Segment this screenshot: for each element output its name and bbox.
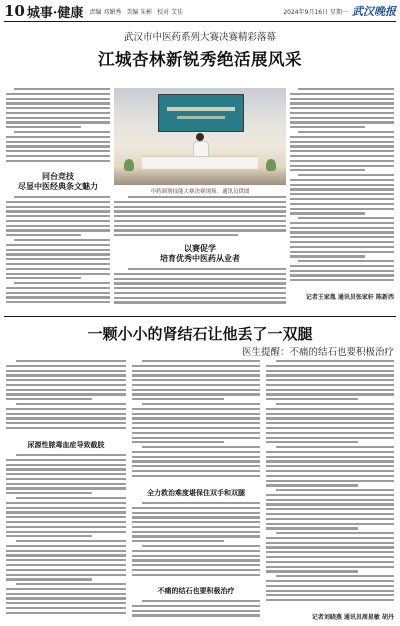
text-line [290,198,394,200]
text-line [6,268,110,270]
text-line [6,483,126,485]
text-line [6,258,110,260]
text-line [6,206,110,208]
text-line [290,160,394,162]
text-line [290,203,394,205]
text-line [266,503,394,505]
text-line [16,583,126,585]
text-line [6,102,110,104]
story2-headline: 一颗小小的肾结石让他丢了一双腿 [87,325,313,343]
text-line [132,535,260,537]
text-line [266,427,394,429]
text-line [266,417,394,419]
text-line [266,451,394,453]
text-line [266,475,394,477]
text-line [276,360,394,362]
text-line [276,403,394,405]
text-line [128,196,286,198]
text-line [6,422,126,424]
text-line [266,590,394,592]
section-title: 城事·健康 [26,5,84,21]
text-line [290,150,394,152]
text-line [266,484,358,486]
story2-subhead-2: 全力救治难度堪保住双手和双腿 [147,489,245,497]
text-line [132,531,260,533]
text-line [16,454,126,456]
text-line [114,210,286,212]
text-line [6,478,126,480]
text-line [132,475,260,477]
text-line [266,551,394,553]
proofreader-credit: 校对 艾佳 [157,8,184,16]
text-line [298,217,394,219]
text-line [132,521,260,523]
text-line [266,561,394,563]
text-line [114,278,286,280]
text-line [132,516,260,518]
text-line [6,201,110,203]
text-line [6,136,110,138]
text-line [132,460,260,462]
text-line [290,222,394,224]
text-line [276,489,394,491]
text-line [266,480,394,482]
text-line [132,507,260,509]
text-line [266,518,394,520]
text-line [266,523,394,525]
text-line [14,88,110,90]
text-line [6,229,110,231]
story2-subhead-3: 不痛的结石也要积极治疗 [157,587,235,595]
text-line [6,292,110,294]
text-line [6,393,126,395]
text-line [6,155,110,157]
text-line [114,220,286,222]
text-line [6,365,126,367]
text-line [290,165,394,167]
text-line [132,610,260,612]
text-line [266,527,358,529]
text-line [142,446,260,448]
story2-text-col2-bottom [132,600,260,620]
text-line [132,555,260,557]
text-line [6,273,110,275]
designer-credit: 美编 朱彬 [126,8,153,16]
story2-text-col1-top [6,360,126,436]
story1-byline: 记者王家胤 通讯员张家轩 陈新西 [305,294,394,301]
story2-subhead-1: 尿源性脓毒血症导致截肢 [27,441,105,449]
text-line [132,564,260,566]
text-line [6,535,92,537]
text-line [6,516,126,518]
text-line [114,282,286,284]
text-line [14,196,110,198]
text-line [6,98,110,100]
story2-text-col3 [266,360,394,608]
text-line [6,574,126,576]
text-line [266,585,394,587]
text-line [132,441,224,443]
text-line [132,374,260,376]
text-line [290,145,394,147]
text-line [6,526,126,528]
text-line [6,277,81,279]
text-line [290,184,394,186]
text-line [290,241,394,243]
text-line [276,532,394,534]
text-line [266,460,394,462]
text-line [114,229,286,231]
text-line [6,210,110,212]
text-line [6,220,110,222]
story1-text-col2-bottom [114,268,286,308]
text-line [6,374,126,376]
text-line [6,588,126,590]
text-line [132,365,260,367]
story1-text-col3 [290,88,394,286]
text-line [290,227,394,229]
text-line [6,417,126,419]
text-line [132,526,260,528]
text-line [132,413,260,415]
text-line [266,580,394,582]
text-line [298,260,394,262]
text-line [6,301,110,303]
text-line [290,136,394,138]
text-line [6,531,126,533]
text-line [6,253,110,255]
text-line [266,494,394,496]
text-line [6,487,126,489]
issue-date: 2024年9月16日 星期一 [283,8,348,16]
text-line [16,540,126,542]
page-number: 10 [4,2,25,20]
text-line [142,600,260,602]
text-line [266,456,394,458]
story1-text-col1-top [6,88,110,168]
text-line [114,301,286,303]
text-line [266,413,394,415]
text-line [266,379,394,381]
text-line [114,297,286,299]
text-line [6,511,126,513]
text-line [142,403,260,405]
text-line [132,379,260,381]
text-line [290,126,365,128]
text-line [266,499,394,501]
text-line [290,112,394,114]
story1-subhead-1-text: 同台竞技 尽显中医经典条文魅力 [18,172,98,191]
newspaper-name: 武汉晚报 [352,5,396,18]
contest-photo [114,88,286,185]
text-line [6,117,110,119]
text-line [6,408,126,410]
text-line [6,145,110,147]
text-line [6,225,110,227]
text-line [16,497,126,499]
text-line [114,206,286,208]
text-line [290,141,394,143]
text-line [6,597,126,599]
text-line [266,393,394,395]
text-line [6,578,92,580]
text-line [6,287,110,289]
text-line [114,292,286,294]
text-line [132,408,260,410]
text-line [266,465,394,467]
text-line [266,441,358,443]
text-line [266,374,394,376]
text-line [6,107,110,109]
text-line [290,121,394,123]
text-line [6,612,126,614]
text-line [290,251,394,253]
text-line [290,208,394,210]
text-line [114,234,238,236]
story1-text-col2-top [114,196,286,240]
text-line [290,236,394,238]
text-line [266,398,358,400]
text-line [290,102,394,104]
text-line [6,296,110,298]
text-line [6,593,126,595]
text-line [132,470,260,472]
text-line [266,408,394,410]
text-line [142,502,260,504]
text-line [142,360,260,362]
text-line [6,413,126,415]
text-line [290,169,365,171]
text-line [6,427,126,429]
text-line [290,179,394,181]
story1-text-col1-bottom [6,196,110,308]
text-line [266,566,394,568]
text-line [290,155,394,157]
text-line [6,459,126,461]
text-line [290,231,394,233]
text-line [132,540,224,542]
text-line [276,575,394,577]
text-line [132,384,260,386]
text-line [6,93,110,95]
text-line [6,550,126,552]
text-line [266,470,394,472]
text-line [266,508,394,510]
text-line [6,112,110,114]
text-line [6,545,126,547]
text-line [132,393,260,395]
text-line [290,274,394,276]
text-line [290,98,394,100]
text-line [6,569,126,571]
text-line [6,607,126,609]
text-line [132,605,260,607]
text-line [6,384,126,386]
text-line [266,546,394,548]
text-line [266,556,394,558]
text-line [276,446,394,448]
text-line [132,398,224,400]
text-line [290,188,394,190]
text-line [132,614,260,616]
text-line [114,287,286,289]
text-line [114,273,286,275]
story2-text-col1-bottom [6,454,126,620]
editor-credits [89,7,186,16]
text-line [266,365,394,367]
text-line [6,554,126,556]
text-line [6,468,126,470]
story1-subhead-1 [6,172,110,192]
text-line [6,464,126,466]
masthead [4,3,396,19]
text-line [298,131,394,133]
text-line [266,422,394,424]
text-line [266,384,394,386]
story1-subhead-2 [114,244,286,264]
text-line [266,570,358,572]
text-line [6,473,126,475]
story2-text-col2-mid [132,502,260,582]
text-line [132,559,260,561]
text-line [266,542,394,544]
text-line [266,432,394,434]
text-line [6,559,126,561]
text-line [298,88,394,90]
text-line [6,370,126,372]
text-line [290,117,394,119]
text-line [132,417,260,419]
text-line [6,234,81,236]
text-line [6,249,110,251]
text-line [14,239,110,241]
text-line [290,270,394,272]
text-line [14,131,110,133]
story2-deck: 医生提醒：不痛的结石也要积极治疗 [241,347,394,358]
text-line [132,512,260,514]
text-line [132,422,260,424]
text-line [290,255,365,257]
text-line [266,513,394,515]
text-line [290,93,394,95]
text-line [6,126,81,128]
text-line [290,193,394,195]
text-line [6,389,126,391]
text-line [6,507,126,509]
text-line [114,215,286,217]
text-line [6,160,110,162]
text-line [266,370,394,372]
text-line [290,212,365,214]
text-line [6,150,110,152]
text-line [142,545,260,547]
text-line [132,389,260,391]
story1-subhead-2-text: 以赛促学 培育优秀中医药从业者 [160,244,240,263]
story2-byline: 记者刘晓燕 通讯员周星敏 胡丹 [311,614,394,621]
story1-headline: 江城杏林新锐秀绝活展风采 [98,50,302,69]
text-line [132,574,260,576]
text-line [290,279,394,281]
text-line [266,599,394,601]
text-line [6,215,110,217]
text-line [128,268,286,270]
text-line [14,282,110,284]
editor-credit: 责编 邓媚秀 [89,8,122,16]
stage-screen [158,94,244,132]
text-line [132,370,260,372]
text-line [132,432,260,434]
story2-text-col2-top [132,360,260,484]
text-line [132,465,260,467]
text-line [132,569,260,571]
text-line [6,263,110,265]
text-line [132,437,260,439]
text-line [114,225,286,227]
text-line [6,492,92,494]
text-line [266,389,394,391]
text-line [6,379,126,381]
text-line [6,502,126,504]
text-line [298,174,394,176]
audience [114,167,286,185]
text-line [16,360,126,362]
text-line [6,141,110,143]
photo-caption: 中药调剂技能大赛决赛现场。通讯员供图 [150,189,250,195]
text-line [266,537,394,539]
text-line [132,550,260,552]
text-line [132,456,260,458]
text-line [16,403,126,405]
text-line [6,564,126,566]
text-line [132,451,260,453]
text-line [6,521,126,523]
text-line [114,201,286,203]
masthead-rule [4,21,396,22]
story-divider [4,316,396,317]
text-line [6,602,126,604]
text-line [290,265,394,267]
text-line [266,437,394,439]
story1-kicker: 武汉市中医药系列大赛决赛精彩落幕 [123,32,276,43]
text-line [6,244,110,246]
text-line [290,107,394,109]
text-line [266,594,394,596]
text-line [6,121,110,123]
text-line [6,398,92,400]
text-line [290,246,394,248]
text-line [132,427,260,429]
